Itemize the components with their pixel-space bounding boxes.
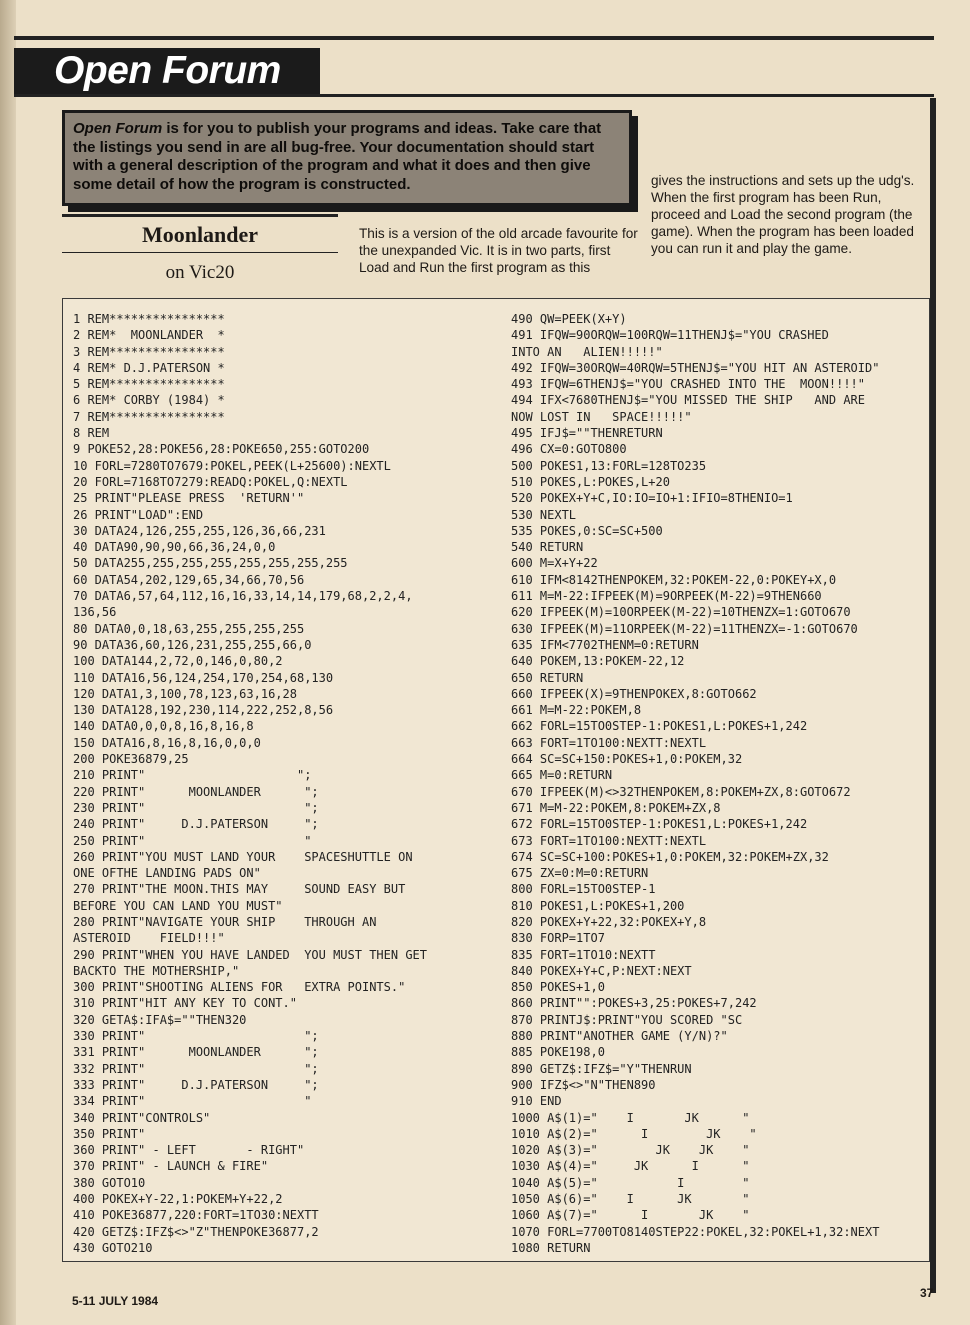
code-line: 610 IFM<8142THENPOKEM,32:POKEM-22,0:POKEY+X,0 xyxy=(511,572,837,587)
code-line: 331 PRINT" MOONLANDER "; xyxy=(73,1045,319,1060)
intro-text: is for you to publish your programs and ideas. Take care that the listings you send in are all bug-free. Your documentation should start with a general description of the program and what it does and then give some detail of how the program is constructed. xyxy=(73,120,602,193)
code-line: 885 POKE198,0 xyxy=(511,1045,605,1060)
code-line: 1080 RETURN xyxy=(511,1240,591,1255)
code-line: 320 GETA$:IFA$=""THEN320 xyxy=(73,1012,247,1027)
code-line: 70 DATA6,57,64,112,16,16,33,14,14,179,68,2,2,4, xyxy=(73,589,413,604)
code-line: 8 REM xyxy=(73,426,110,441)
code-line: 26 PRINT"LOAD":END xyxy=(73,507,204,522)
code-line: 7 REM**************** xyxy=(73,409,225,424)
code-line: 660 IFPEEK(X)=9THENPOKEX,8:GOTO662 xyxy=(511,686,757,701)
page-number: 37 xyxy=(920,1286,934,1300)
code-line: 290 PRINT"WHEN YOU HAVE LANDED YOU MUST THEN GET xyxy=(73,947,428,962)
code-line: 10 FORL=7280TO7679:POKEL,PEEK(L+25600):NEXTL xyxy=(73,458,391,473)
code-line: 500 POKES1,13:FORL=128TO235 xyxy=(511,458,707,473)
code-line: 673 FORT=1TO100:NEXTT:NEXTL xyxy=(511,833,707,848)
article-subtitle: on Vic20 xyxy=(165,262,235,283)
code-line: 600 M=X+Y+22 xyxy=(511,556,598,571)
code-line: 240 PRINT" D.J.PATERSON "; xyxy=(73,817,319,832)
code-line: 370 PRINT" - LAUNCH & FIRE" xyxy=(73,1159,269,1174)
code-line: 630 IFPEEK(M)=11ORPEEK(M-22)=11THENZX=-1:GOTO670 xyxy=(511,621,858,636)
code-line: 25 PRINT"PLEASE PRESS 'RETURN'" xyxy=(73,491,305,506)
code-line: 340 PRINT"CONTROLS" xyxy=(73,1110,211,1125)
code-line: 672 FORL=15TO0STEP-1:POKES1,L:POKES+1,242 xyxy=(511,817,808,832)
code-line: 800 FORL=15TO0STEP-1 xyxy=(511,882,656,897)
code-line: 870 PRINTJ$:PRINT"YOU SCORED "SC xyxy=(511,1012,743,1027)
code-line: 664 SC=SC+150:POKES+1,0:POKEM,32 xyxy=(511,752,743,767)
code-line: 1020 A$(3)=" JK JK " xyxy=(511,1143,750,1158)
code-line: 330 PRINT" "; xyxy=(73,1029,319,1044)
code-line: 496 CX=0:GOTO800 xyxy=(511,442,627,457)
code-line: 220 PRINT" MOONLANDER "; xyxy=(73,784,319,799)
code-line: 332 PRINT" "; xyxy=(73,1061,319,1076)
code-line: 620 IFPEEK(M)=10ORPEEK(M-22)=10THENZX=1:GOTO670 xyxy=(511,605,851,620)
code-line: 5 REM**************** xyxy=(73,377,225,392)
code-line: 260 PRINT"YOU MUST LAND YOUR SPACESHUTTLE ON xyxy=(73,849,413,864)
code-line: 810 POKES1,L:POKES+1,200 xyxy=(511,898,685,913)
code-line: 4 REM* D.J.PATERSON * xyxy=(73,360,225,375)
code-line: 2 REM* MOONLANDER * xyxy=(73,328,225,343)
code-line: 6 REM* CORBY (1984) * xyxy=(73,393,225,408)
code-line: 300 PRINT"SHOOTING ALIENS FOR EXTRA POINTS." xyxy=(73,980,406,995)
code-line: 200 POKE36879,25 xyxy=(73,752,189,767)
article-title: Moonlander xyxy=(141,222,259,247)
code-line: 20 FORL=7168TO7279:READQ:POKEL,Q:NEXTL xyxy=(73,474,348,489)
title-rule-top xyxy=(62,214,338,217)
code-line: 540 RETURN xyxy=(511,540,584,555)
code-line: 510 POKES,L:POKES,L+20 xyxy=(511,474,670,489)
code-line: 820 POKEX+Y+22,32:POKEX+Y,8 xyxy=(511,914,707,929)
code-line: 90 DATA36,60,126,231,255,255,66,0 xyxy=(73,637,312,652)
code-line: 1060 A$(7)=" I JK " xyxy=(511,1208,750,1223)
code-line: 80 DATA0,0,18,63,255,255,255,255 xyxy=(73,621,305,636)
code-line: 333 PRINT" D.J.PATERSON "; xyxy=(73,1077,319,1092)
code-line: 611 M=M-22:IFPEEK(M)=9ORPEEK(M-22)=9THEN660 xyxy=(511,589,822,604)
code-line: 136,56 xyxy=(73,605,117,620)
code-line: 1040 A$(5)=" I " xyxy=(511,1175,750,1190)
code-line: BEFORE YOU CAN LAND YOU MUST" xyxy=(73,898,283,913)
footer-date: 5-11 JULY 1984 xyxy=(72,1294,159,1308)
code-line: 3 REM**************** xyxy=(73,344,225,359)
code-line: 350 PRINT" xyxy=(73,1126,146,1141)
code-line: 420 GETZ$:IFZ$<>"Z"THENPOKE36877,2 xyxy=(73,1224,319,1239)
listing-column-right xyxy=(511,311,925,1256)
code-line: 535 POKES,0:SC=SC+500 xyxy=(511,523,663,538)
header-rule xyxy=(14,94,934,97)
code-line: 250 PRINT" " xyxy=(73,833,312,848)
code-line: 60 DATA54,202,129,65,34,66,70,56 xyxy=(73,572,305,587)
code-line: 490 QW=PEEK(X+Y) xyxy=(511,312,627,326)
code-line: 670 IFPEEK(M)<>32THENPOKEM,8:POKEM+ZX,8:GOTO672 xyxy=(511,784,851,799)
program-listing xyxy=(62,298,930,1262)
code-line: ASTEROID FIELD!!!" xyxy=(73,931,225,946)
article-description-col1: This is a version of the old arcade favourite for the unexpanded Vic. It is in two parts, first Load and Run the first program as this xyxy=(359,226,638,275)
code-line: 410 POKE36877,220:FORT=1TO30:NEXTT xyxy=(73,1208,319,1223)
code-line: 491 IFQW=90ORQW=100RQW=11THENJ$="YOU CRASHED xyxy=(511,328,829,343)
code-line: 270 PRINT"THE MOON.THIS MAY SOUND EASY BUT xyxy=(73,882,406,897)
code-line: 850 POKES+1,0 xyxy=(511,980,605,995)
code-line: 280 PRINT"NAVIGATE YOUR SHIP THROUGH AN xyxy=(73,914,377,929)
code-line: 430 GOTO210 xyxy=(73,1240,153,1255)
code-line: 400 POKEX+Y-22,1:POKEM+Y+22,2 xyxy=(73,1192,283,1207)
code-line: 100 DATA144,2,72,0,146,0,80,2 xyxy=(73,654,283,669)
code-line: 662 FORL=15TO0STEP-1:POKES1,L:POKES+1,242 xyxy=(511,719,808,734)
code-line: 50 DATA255,255,255,255,255,255,255,255 xyxy=(73,556,348,571)
code-line: 30 DATA24,126,255,255,126,36,66,231 xyxy=(73,523,326,538)
intro-lead: Open Forum xyxy=(73,120,163,137)
page-gutter xyxy=(0,0,16,1325)
code-line: INTO AN ALIEN!!!!!" xyxy=(511,344,663,359)
code-line: 830 FORP=1TO7 xyxy=(511,931,605,946)
code-line: NOW LOST IN SPACE!!!!!" xyxy=(511,409,692,424)
code-line: 520 POKEX+Y+C,IO:IO=IO+1:IFIO=8THENIO=1 xyxy=(511,491,793,506)
code-line: 665 M=0:RETURN xyxy=(511,768,613,783)
code-line: 40 DATA90,90,90,66,36,24,0,0 xyxy=(73,540,276,555)
code-line: 334 PRINT" " xyxy=(73,1094,312,1109)
code-line: 1000 A$(1)=" I JK " xyxy=(511,1110,750,1125)
masthead-title: Open Forum xyxy=(14,48,320,94)
code-line: BACKTO THE MOTHERSHIP," xyxy=(73,963,240,978)
code-line: 663 FORT=1TO100:NEXTT:NEXTL xyxy=(511,735,707,750)
code-line: 140 DATA0,0,0,8,16,8,16,8 xyxy=(73,719,254,734)
code-line: 210 PRINT" "; xyxy=(73,768,312,783)
code-line: 110 DATA16,56,124,254,170,254,68,130 xyxy=(73,670,334,685)
code-line: 380 GOTO10 xyxy=(73,1175,146,1190)
code-line: 661 M=M-22:POKEM,8 xyxy=(511,703,642,718)
code-line: 120 DATA1,3,100,78,123,63,16,28 xyxy=(73,686,297,701)
code-line: 1030 A$(4)=" JK I " xyxy=(511,1159,750,1174)
code-line: 860 PRINT"":POKES+3,25:POKES+7,242 xyxy=(511,996,757,1011)
code-line: 1050 A$(6)=" I JK " xyxy=(511,1192,750,1207)
code-line: 530 NEXTL xyxy=(511,507,577,522)
code-line: 640 POKEM,13:POKEM-22,12 xyxy=(511,654,685,669)
code-line: 492 IFQW=30ORQW=40RQW=5THENJ$="YOU HIT AN ASTEROID" xyxy=(511,360,880,375)
code-line: 890 GETZ$:IFZ$="Y"THENRUN xyxy=(511,1061,692,1076)
code-line: 635 IFM<7702THENM=0:RETURN xyxy=(511,637,699,652)
code-line: 310 PRINT"HIT ANY KEY TO CONT." xyxy=(73,996,297,1011)
code-line: 360 PRINT" - LEFT - RIGHT" xyxy=(73,1143,305,1158)
top-rule xyxy=(14,36,934,40)
code-line: 494 IFX<7680THENJ$="YOU MISSED THE SHIP AND ARE xyxy=(511,393,866,408)
code-line: 1 REM**************** xyxy=(73,312,225,326)
intro-box xyxy=(62,110,632,206)
code-line: 650 RETURN xyxy=(511,670,584,685)
code-line: 1010 A$(2)=" I JK " xyxy=(511,1126,757,1141)
code-line: 9 POKE52,28:POKE56,28:POKE650,255:GOTO200 xyxy=(73,442,370,457)
code-line: 150 DATA16,8,16,8,16,0,0,0 xyxy=(73,735,261,750)
code-line: 880 PRINT"ANOTHER GAME (Y/N)?" xyxy=(511,1029,728,1044)
code-line: 1070 FORL=7700TO8140STEP22:POKEL,32:POKEL+1,32:NEXT xyxy=(511,1224,880,1239)
code-line: 840 POKEX+Y+C,P:NEXT:NEXT xyxy=(511,963,692,978)
code-line: 900 IFZ$<>"N"THEN890 xyxy=(511,1077,656,1092)
code-line: 130 DATA128,192,230,114,222,252,8,56 xyxy=(73,703,334,718)
code-line: 230 PRINT" "; xyxy=(73,800,319,815)
code-line: 493 IFQW=6THENJ$="YOU CRASHED INTO THE MOON!!!!" xyxy=(511,377,866,392)
code-line: ONE OFTHE LANDING PADS ON" xyxy=(73,866,261,881)
listing-column-left xyxy=(73,311,493,1256)
article-description-col2: gives the instructions and sets up the udg's. When the first program has been Run, proceed and Load the second program (the game). When the program has been loaded you can run it and play the game. xyxy=(651,173,915,256)
code-line: 910 END xyxy=(511,1094,562,1109)
code-line: 671 M=M-22:POKEM,8:POKEM+ZX,8 xyxy=(511,800,721,815)
code-line: 674 SC=SC+100:POKES+1,0:POKEM,32:POKEM+ZX,32 xyxy=(511,849,829,864)
code-line: 675 ZX=0:M=0:RETURN xyxy=(511,866,649,881)
code-line: 835 FORT=1TO10:NEXTT xyxy=(511,947,656,962)
right-column-rule xyxy=(930,98,936,1293)
title-rule-bottom xyxy=(62,252,338,253)
code-line: 495 IFJ$=""THENRETURN xyxy=(511,426,663,441)
